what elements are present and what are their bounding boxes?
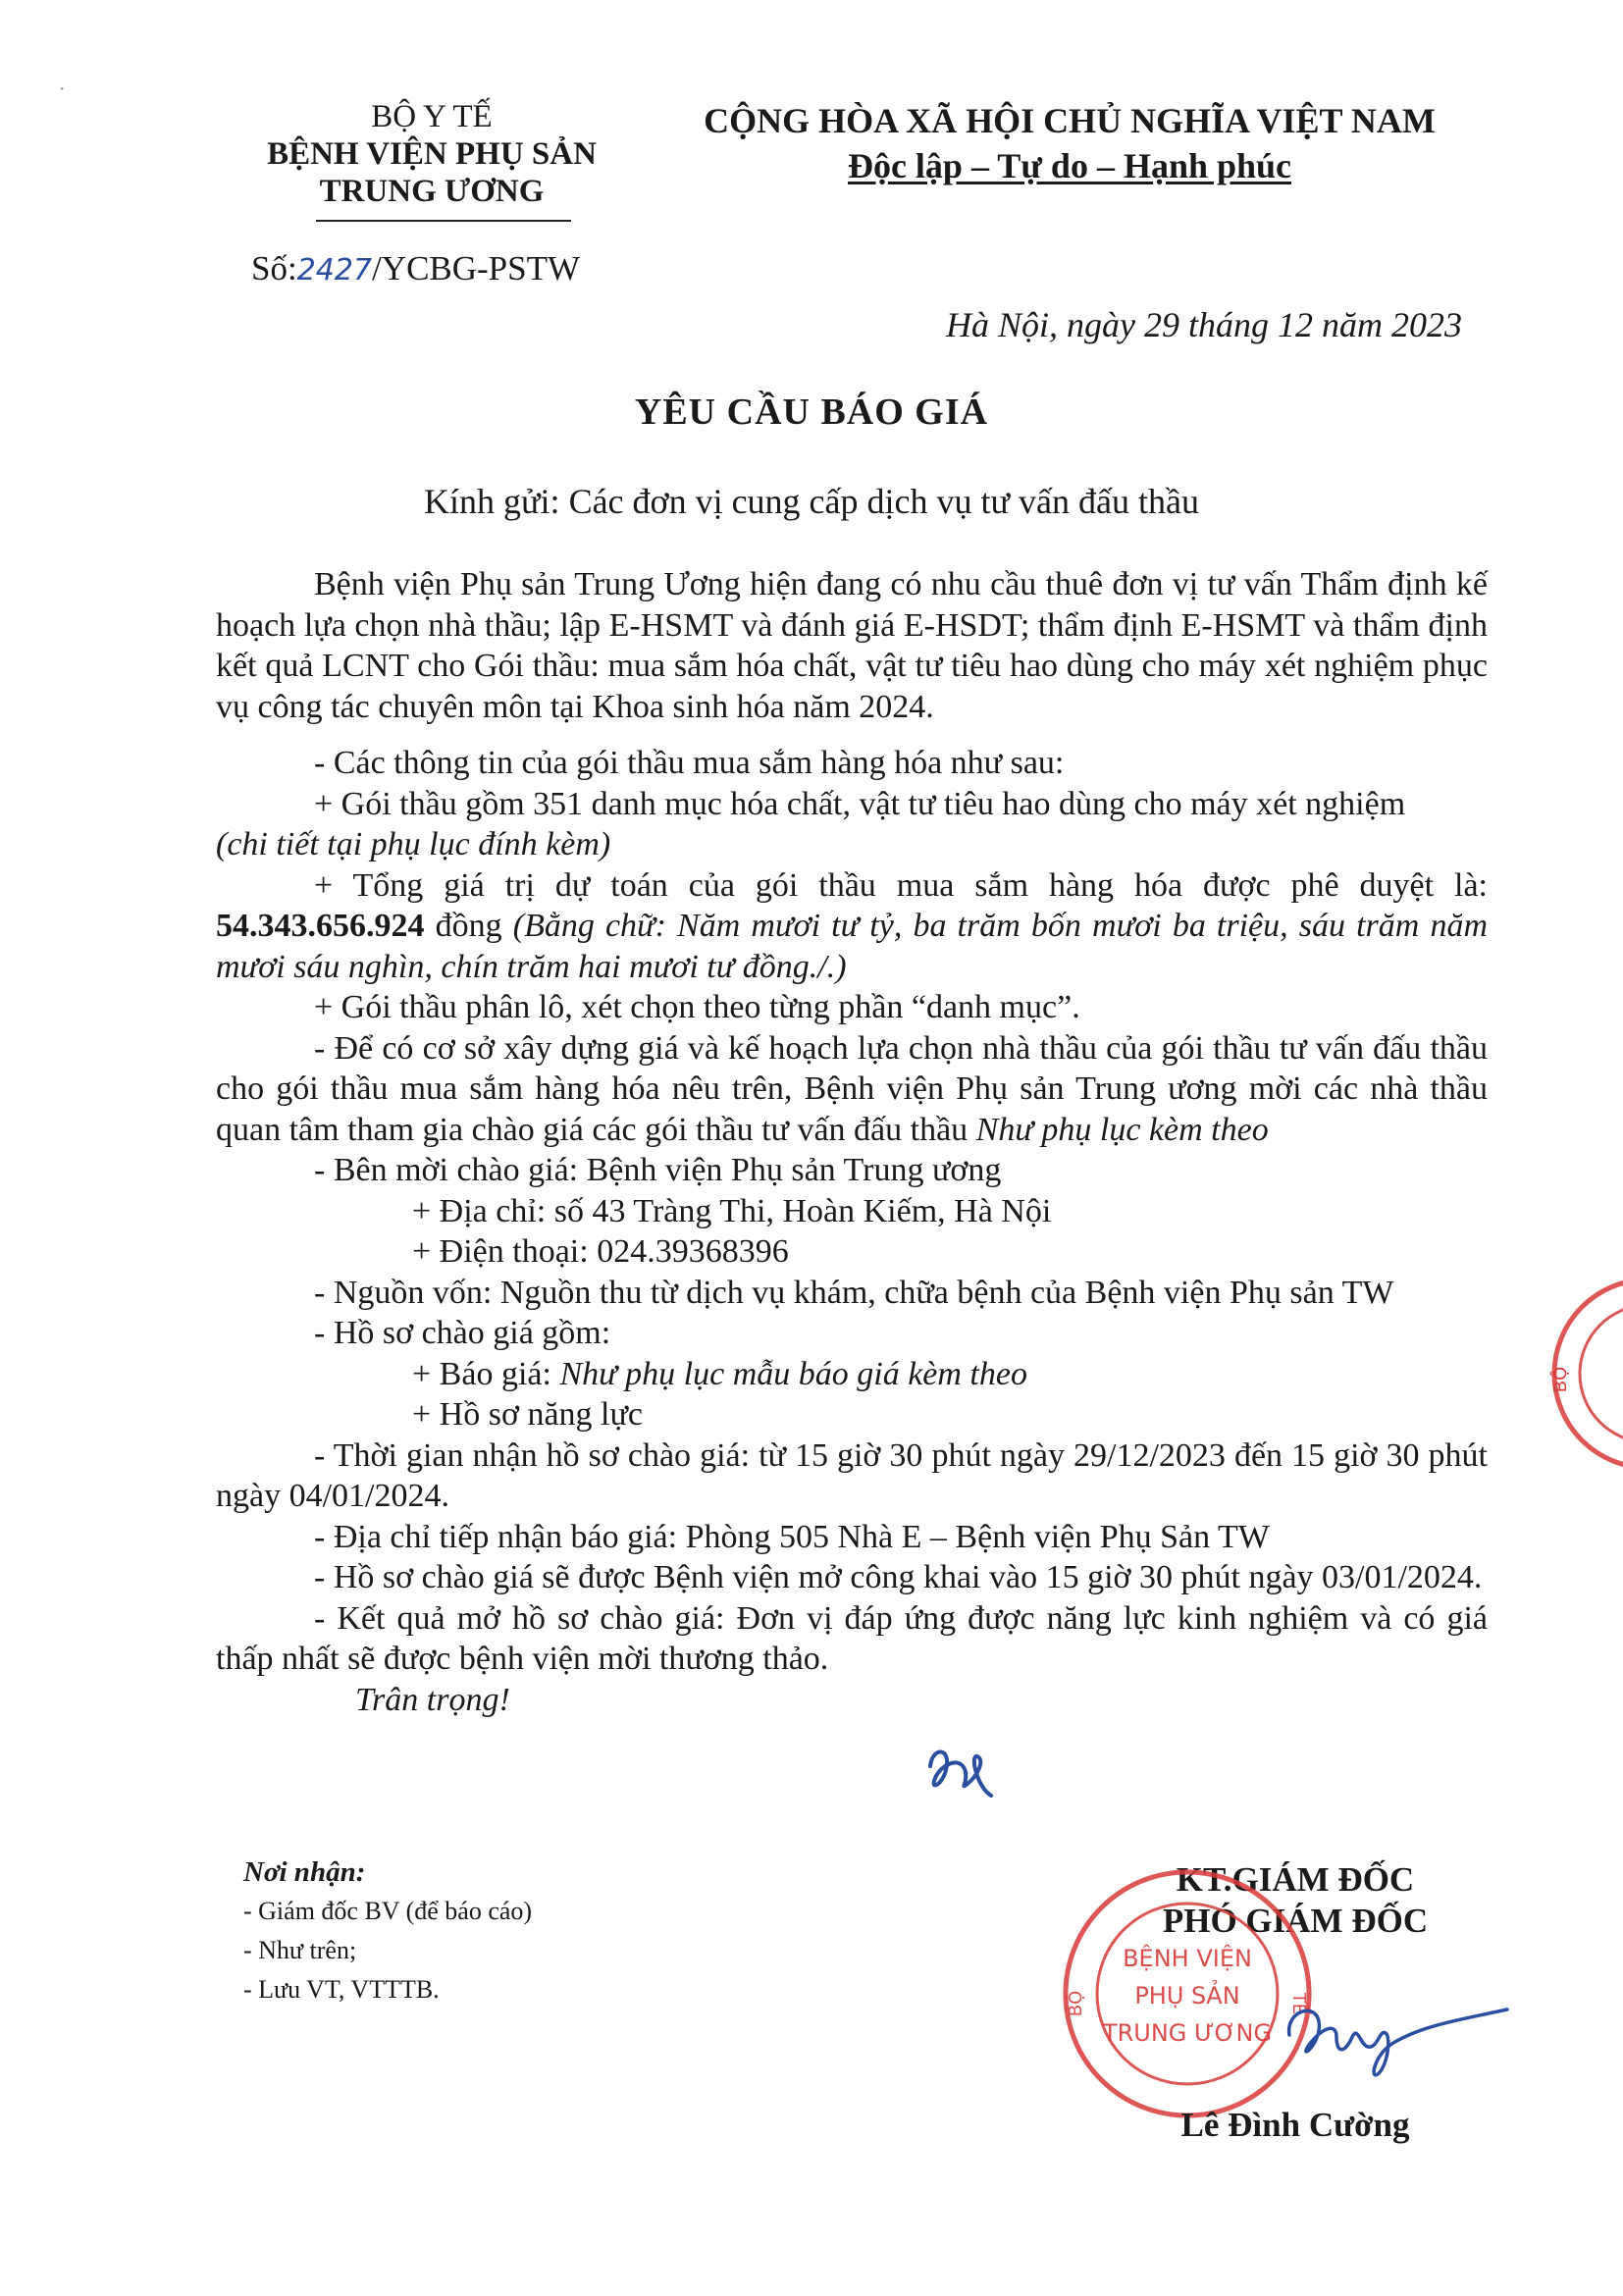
- dossier-item-2: + Hồ sơ năng lực: [412, 1396, 643, 1433]
- recipient-item: - Lưu VT, VTTTB.: [243, 1975, 440, 2004]
- hospital-name-line-1: BỆNH VIỆN PHỤ SẢN: [267, 136, 597, 172]
- item-2-words: (Bằng chữ: Năm mươi tư tỷ, ba trăm bốn mươi ba triệu, sáu trăm năm mươi sáu nghìn, chín trăm hai mươi tư đồng./.): [216, 908, 1489, 985]
- stamp-ring-left: BỘ: [1066, 1990, 1086, 2017]
- initial-mark-icon: [922, 1727, 1021, 1805]
- dossier-item-1-lead: + Báo giá:: [412, 1355, 551, 1392]
- dossier-line: - Hồ sơ chào giá gồm:: [314, 1315, 611, 1351]
- signer-name: Lê Đình Cường: [1180, 2106, 1410, 2144]
- stamp-line-2: PHỤ SẢN: [1134, 1982, 1240, 2009]
- national-header: [667, 98, 1472, 188]
- intro-paragraph: Bệnh viện Phụ sản Trung Ương hiện đang có nhu cầu thuê đơn vị tư vấn Thẩm định kế hoạch lựa chọn nhà thầu; lập E-HSMT và đánh giá E-HSDT; thẩm định E-HSMT và thẩm định kết quả LCNT cho Gói thầu: mua sắm hóa chất, vật tư tiêu hao dùng cho máy xét nghiệm phục vụ công tác chuyên môn tại Khoa sinh hóa năm 2024.: [216, 566, 1488, 725]
- stamp-line-3: TRUNG ƯƠNG: [1102, 2019, 1273, 2047]
- hospital-name-line-2: TRUNG ƯƠNG: [319, 174, 545, 209]
- inviter-line: - Bên mời chào giá: Bệnh viện Phụ sản Trung ương: [314, 1152, 1002, 1188]
- info-heading: - Các thông tin của gói thầu mua sắm hàng hóa như sau:: [314, 745, 1065, 781]
- document-title: YÊU CẦU BÁO GIÁ: [634, 391, 989, 433]
- org-underline: [316, 220, 571, 222]
- signer-title-2: PHÓ GIÁM ĐỐC: [1162, 1902, 1429, 1940]
- item-2-unit: đồng: [435, 908, 502, 944]
- recipient-item: - Như trên;: [243, 1936, 357, 1964]
- issuing-organization: [226, 98, 638, 210]
- closing-line: Trân trọng!: [355, 1681, 510, 1718]
- nation-motto: Độc lập – Tự do – Hạnh phúc: [847, 146, 1292, 185]
- item-2-lead: + Tổng giá trị dự toán của gói thầu mua sắm hàng hóa được phê duyệt là:: [314, 866, 1488, 904]
- basis-text: - Để có cơ sở xây dựng giá và kế hoạch lựa chọn nhà thầu của gói thầu tư vấn đấu thầu cho gói thầu mua sắm hàng hóa nêu trên, Bệnh viện Phụ sản Trung ương mời các nhà thầu quan tâm tham gia chào giá các gói thầu tư vấn đấu thầu: [216, 1029, 1488, 1148]
- dossier-item-1-italic: Như phụ lục mẫu báo giá kèm theo: [559, 1355, 1027, 1392]
- stamp-ring-right: TẾ: [1288, 1992, 1309, 2015]
- item-1: + Gói thầu gồm 351 danh mục hóa chất, vật tư tiêu hao dùng cho máy xét nghiệm: [314, 785, 1406, 822]
- stamp-line-1: BỆNH VIỆN: [1123, 1945, 1252, 1972]
- nation-title: CỘNG HÒA XÃ HỘI CHỦ NGHĨA VIỆT NAM: [704, 101, 1436, 140]
- opening-line: - Hồ sơ chào giá sẽ được Bệnh viện mở công khai vào 15 giờ 30 phút ngày 03/01/2024.: [314, 1559, 1483, 1595]
- basis-italic: Như phụ lục kèm theo: [975, 1111, 1269, 1148]
- time-window: - Thời gian nhận hồ sơ chào giá: từ 15 giờ 30 phút ngày 29/12/2023 đến 15 giờ 30 phút ngày 04/01/2024.: [216, 1436, 1488, 1514]
- salutation: Kính gửi: Các đơn vị cung cấp dịch vụ tư vấn đấu thầu: [424, 482, 1199, 521]
- funding-line: - Nguồn vốn: Nguồn thu từ dịch vụ khám, chữa bệnh của Bệnh viện Phụ sản TW: [314, 1274, 1394, 1311]
- recipient-item: - Giám đốc BV (để báo cáo): [243, 1897, 533, 1925]
- number-handwritten: 2427: [296, 253, 373, 287]
- signature-scribble-icon: [1276, 1972, 1511, 2090]
- receive-address: - Địa chỉ tiếp nhận báo giá: Phòng 505 Nhà E – Bệnh viện Phụ Sản TW: [314, 1518, 1270, 1555]
- result-line: - Kết quả mở hồ sơ chào giá: Đơn vị đáp ứng được năng lực kinh nghiệm và có giá thấp nhất sẽ được bệnh viện mời thương thảo.: [216, 1599, 1488, 1677]
- place-and-date: Hà Nội, ngày 29 tháng 12 năm 2023: [946, 305, 1462, 344]
- item-3: + Gói thầu phân lô, xét chọn theo từng phần “danh mục”.: [314, 989, 1080, 1025]
- recipients-block: [243, 1852, 793, 2009]
- item-2: [216, 865, 1488, 988]
- letter-body: [216, 564, 1488, 1720]
- basis-paragraph: [216, 1028, 1488, 1151]
- ministry-name: BỘ Y TẾ: [371, 99, 493, 134]
- recipients-heading: Nơi nhận:: [243, 1856, 366, 1888]
- phone-line: + Điện thoại: 024.39368396: [412, 1233, 789, 1270]
- scan-speck: ·: [59, 78, 66, 100]
- number-suffix: /YCBG-PSTW: [372, 249, 581, 287]
- document-number: [251, 249, 580, 288]
- signer-title-1: KT.GIÁM ĐỐC: [1176, 1860, 1415, 1899]
- item-2-amount: 54.343.656.924: [216, 908, 425, 944]
- address-line: + Địa chỉ: số 43 Tràng Thi, Hoàn Kiếm, Hà Nội: [412, 1192, 1052, 1229]
- number-prefix: Số:: [251, 249, 297, 287]
- dossier-item-1: [216, 1354, 1488, 1395]
- edge-stamp-text: BỘ: [1550, 1366, 1571, 1393]
- edge-stamp-icon: [1541, 1276, 1623, 1472]
- item-1-note: (chi tiết tại phụ lục đính kèm): [216, 826, 611, 862]
